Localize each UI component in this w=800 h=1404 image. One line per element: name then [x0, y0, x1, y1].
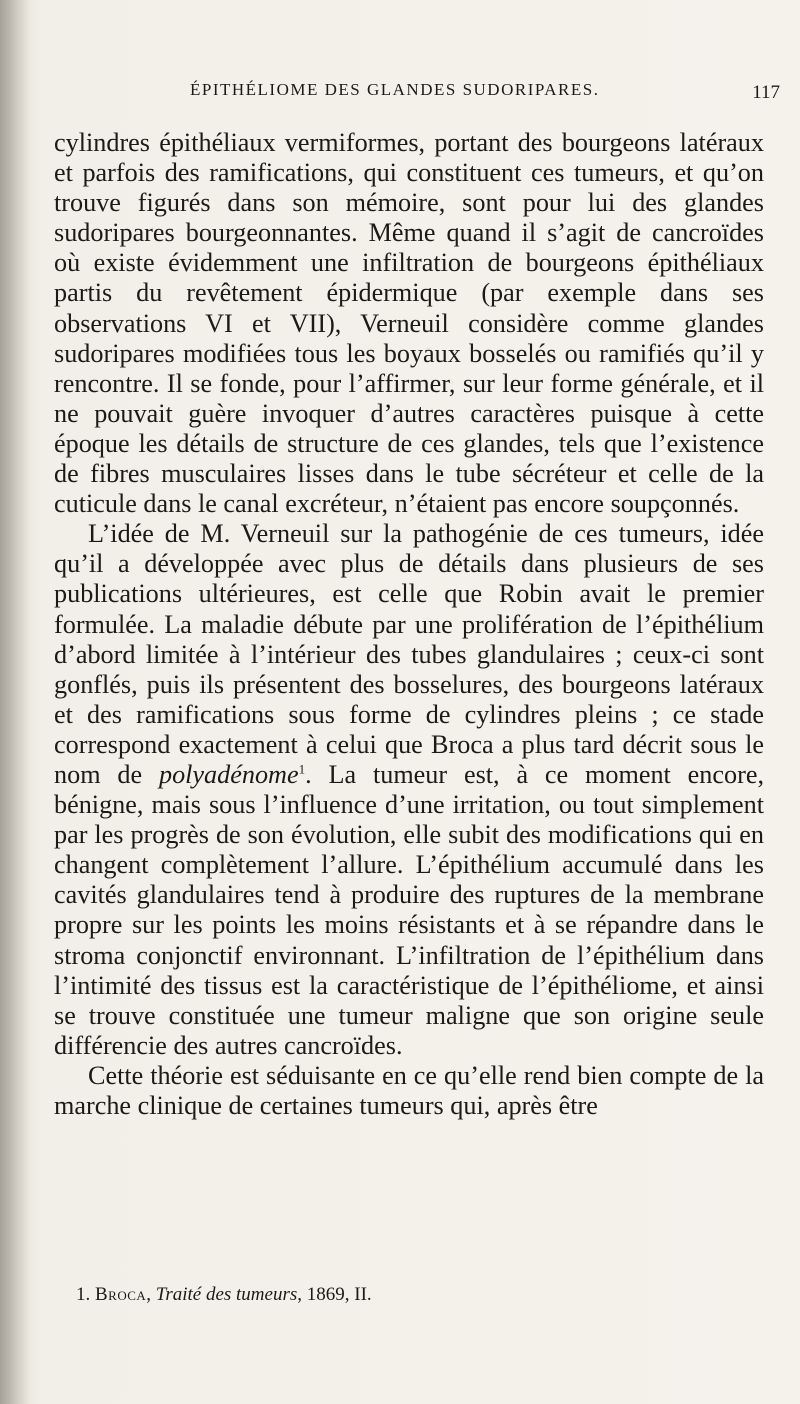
footnote-rest: , 1869, II. [297, 1284, 372, 1305]
body-text [54, 128, 764, 1121]
term-polyadenome: polyadénome [158, 759, 299, 789]
spine-shadow [0, 0, 30, 1404]
footnote-title: Traité des tumeurs [155, 1284, 298, 1305]
footnote-reference: 1 [298, 761, 306, 777]
paragraph-1: cylindres épithéliaux vermiformes, portant des bourgeons latéraux et parfois des ramifications, qui constituent ces tumeurs, et qu’on trouve figurés dans son mémoire, sont pour lui des glandes sudoripares bourgeonnantes. Même quand il s’agit de cancroïdes où existe évidemment une infiltration de bourgeons épithéliaux partis du revêtement épidermique (par exemple dans ses observations VI et VII), Verneuil considère comme glandes sudoripares modifiées tous les boyaux bosselés ou ramifiés qu’il y rencontre. Il se fonde, pour l’affirmer, sur leur forme générale, et il ne pouvait guère invoquer d’autres caractères puisque à cette époque les détails de structure de ces glandes, tels que l’existence de fibres musculaires lisses dans le tube sécréteur et celle de la cuticule dans le canal excréteur, n’étaient pas encore soupçonnés. [54, 128, 764, 519]
footnote-comma: , [146, 1284, 156, 1305]
footnote-number: 1. [76, 1284, 91, 1305]
page-number: 117 [752, 82, 780, 103]
footnote [76, 1283, 756, 1307]
footnote-author: Broca [95, 1284, 147, 1305]
running-head: ÉPITHÉLIOME DES GLANDES SUDORIPARES. [190, 80, 600, 99]
page-header [190, 80, 780, 110]
paragraph-2 [54, 519, 764, 1061]
paragraph-2-text-b: . La tumeur est, à ce moment encore, bénigne, mais sous l’influence d’une irritation, ou tout simplement par les progrès de son évolution, elle subit des modifications qui en changent complètement l’allure. L’épithélium accumulé dans les cavités glandulaires tend à produire des ruptures de la membrane propre sur les points les moins résistants et à se répandre dans le stroma conjonctif environnant. L’infiltration de l’épithélium dans l’intimité des tissus est la caractéristique de l’épithéliome, et ainsi se trouve constituée une tumeur maligne que son origine seule différencie des autres cancroïdes. [54, 759, 764, 1060]
paragraph-3: Cette théorie est séduisante en ce qu’elle rend bien compte de la marche clinique de certaines tumeurs qui, après être [54, 1060, 764, 1120]
paragraph-2-text-a: L’idée de M. Verneuil sur la pathogénie de ces tumeurs, idée qu’il a développée avec plus de détails dans plusieurs de ses publications ultérieures, est celle que Robin avait le premier formulée. La maladie débute par une prolifération de l’épithélium d’abord limitée à l’intérieur des tubes glandulaires ; ceux-ci sont gonflés, puis ils présentent des bosselures, des bourgeons latéraux et des ramifications sous forme de cylindres pleins ; ce stade correspond exactement à celui que Broca a plus tard décrit sous le nom de [54, 519, 764, 789]
